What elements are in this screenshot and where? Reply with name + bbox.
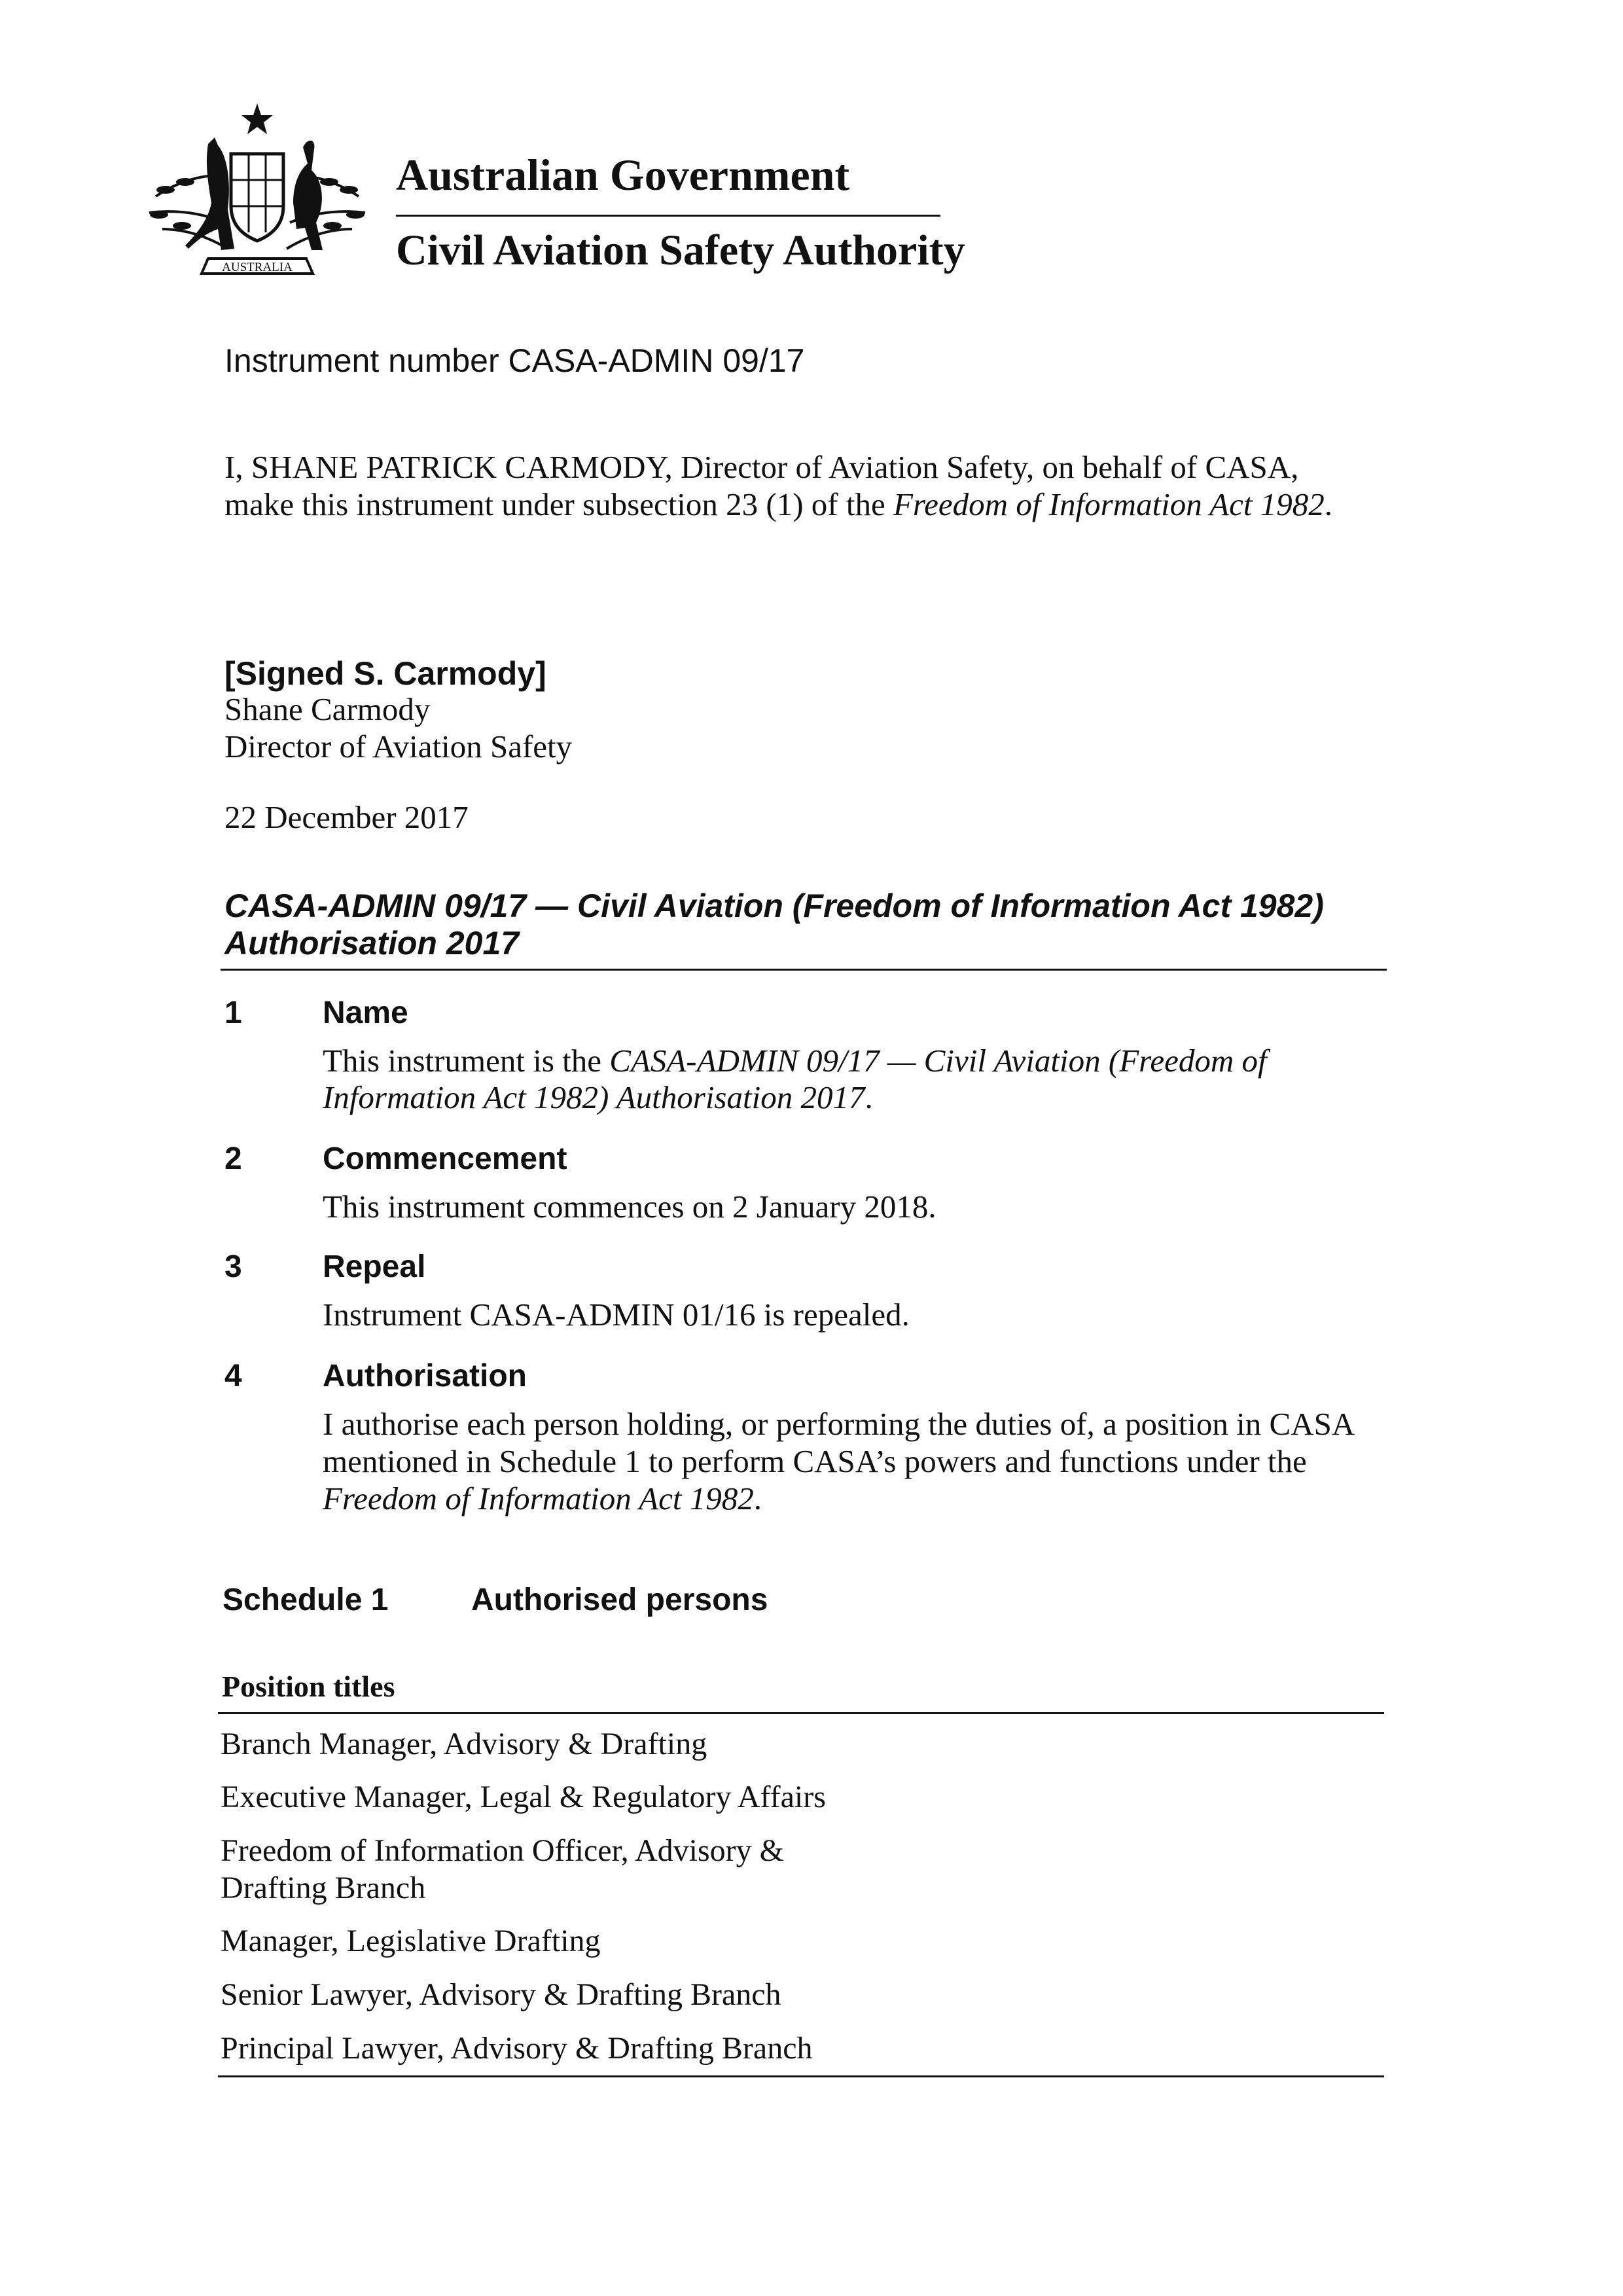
section-number: 2: [224, 1141, 242, 1176]
section-heading: Commencement: [323, 1141, 567, 1176]
section-text: Instrument CASA-ADMIN 01/16 is repealed.: [323, 1297, 910, 1333]
signature-block: [Signed S. Carmody]: [224, 655, 546, 692]
schedule-title: Authorised persons: [471, 1583, 768, 1617]
crest-banner-text: AUSTRALIA: [222, 260, 293, 274]
table-row: Executive Manager, Legal & Regulatory Affairs: [221, 1780, 826, 1814]
table-row-continuation: Drafting Branch: [221, 1871, 426, 1905]
section-text-italic: Information Act 1982) Authorisation 2017: [323, 1079, 865, 1115]
section-text: [323, 1042, 1267, 1079]
section-text-italic: Freedom of Information Act 1982: [323, 1480, 754, 1516]
table-row: Principal Lawyer, Advisory & Drafting Branch: [221, 2031, 813, 2066]
title-divider: [221, 969, 1387, 971]
section-text: I authorise each person holding, or performing the duties of, a position in CASA: [323, 1406, 1355, 1442]
government-name: Australian Government: [396, 150, 850, 200]
intro-line-1: I, SHANE PATRICK CARMODY, Director of Aviation Safety, on behalf of CASA,: [224, 449, 1299, 485]
instrument-number: Instrument number CASA-ADMIN 09/17: [224, 342, 805, 379]
table-row: Manager, Legislative Drafting: [221, 1924, 601, 1958]
star-icon: [241, 103, 273, 134]
section-text: mentioned in Schedule 1 to perform CASA’s powers and functions under the: [323, 1443, 1307, 1479]
section-number: 4: [224, 1359, 242, 1393]
table-row: Branch Manager, Advisory & Drafting: [221, 1727, 707, 1761]
section-heading: Repeal: [323, 1249, 426, 1284]
header-divider: [396, 215, 940, 217]
table-row: Senior Lawyer, Advisory & Drafting Branch: [221, 1977, 781, 2012]
table-top-rule: [218, 1712, 1384, 1714]
section-number: 1: [224, 996, 242, 1030]
table-header: Position titles: [222, 1670, 395, 1703]
section-text-plain: .: [865, 1079, 873, 1115]
section-text: [323, 1079, 873, 1116]
coat-of-arms-icon: [136, 98, 378, 295]
act-name: Freedom of Information Act 1982: [893, 486, 1325, 522]
section-text: This instrument commences on 2 January 2018.: [323, 1189, 936, 1225]
signer-name: Shane Carmody: [224, 691, 431, 727]
agency-name: Civil Aviation Safety Authority: [396, 226, 965, 274]
section-text-plain: .: [753, 1480, 762, 1516]
signer-title: Director of Aviation Safety: [224, 728, 573, 764]
intro-text: make this instrument under subsection 23 (1) of the: [224, 486, 893, 522]
section-text: [323, 1480, 762, 1517]
table-bottom-rule: [218, 2075, 1384, 2077]
table-row: Freedom of Information Officer, Advisory &: [221, 1833, 784, 1868]
section-heading: Authorisation: [323, 1359, 527, 1393]
section-text-plain: This instrument is the: [323, 1043, 610, 1079]
section-number: 3: [224, 1249, 242, 1284]
signature-date: 22 December 2017: [224, 799, 469, 835]
section-heading: Name: [323, 996, 408, 1030]
document-title-line-1: CASA-ADMIN 09/17 — Civil Aviation (Freedom of Information Act 1982): [224, 888, 1324, 924]
section-text-italic: CASA-ADMIN 09/17 — Civil Aviation (Freedom of: [609, 1043, 1267, 1079]
intro-line-2: [224, 486, 1332, 523]
document-title-line-2: Authorisation 2017: [224, 925, 520, 961]
intro-period: .: [1324, 486, 1332, 522]
schedule-label: Schedule 1: [223, 1583, 389, 1617]
